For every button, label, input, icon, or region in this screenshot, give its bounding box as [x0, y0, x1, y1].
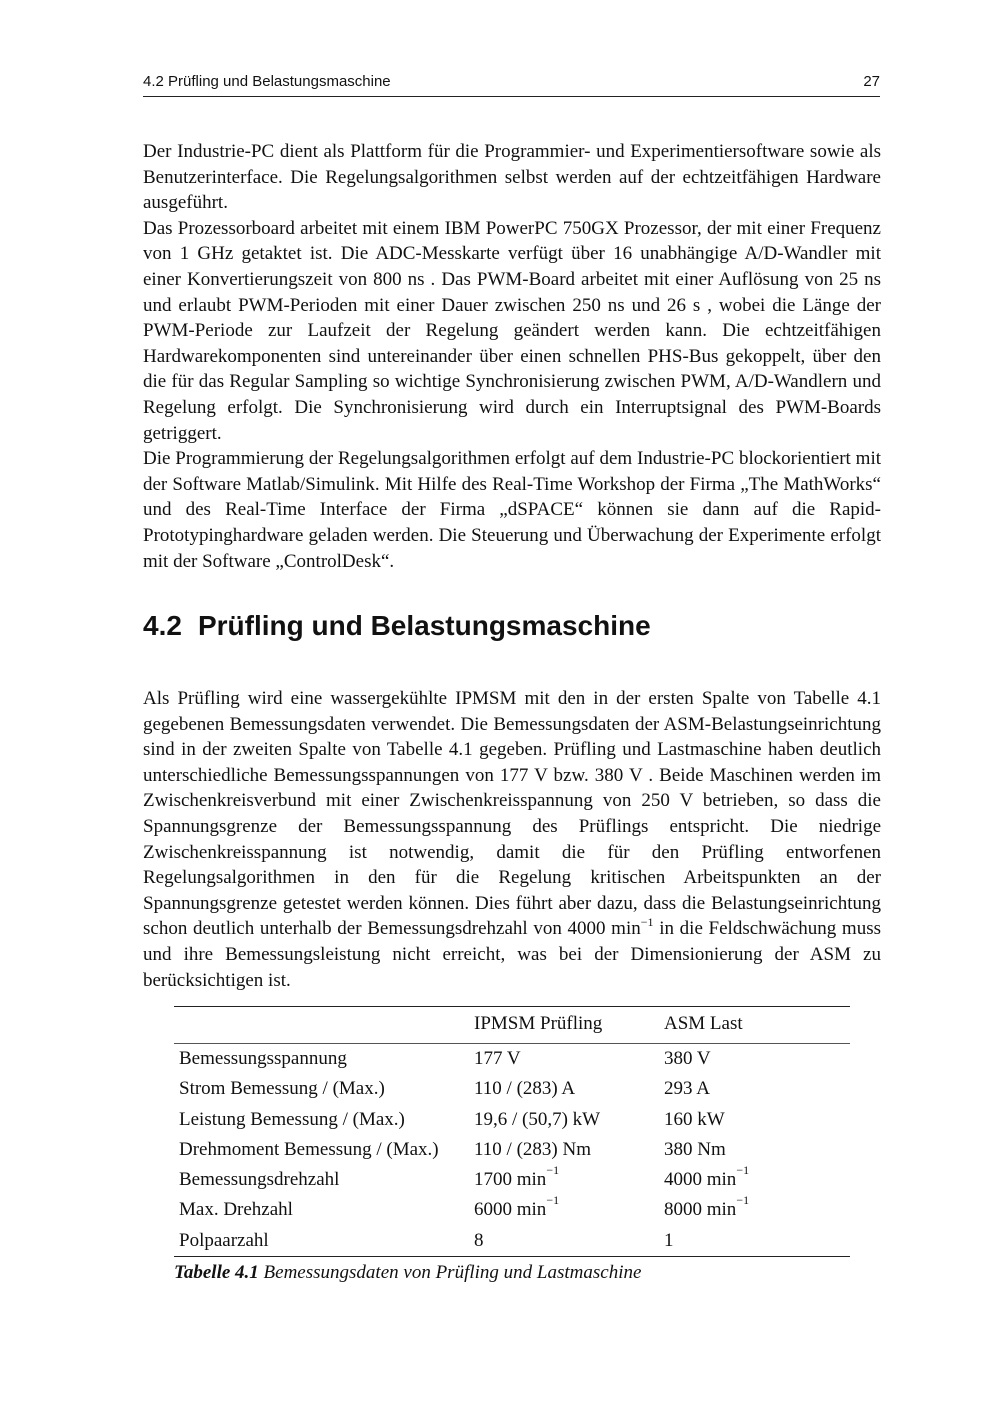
- ipmsm-value: 8: [474, 1229, 484, 1251]
- asm-value: 8000 $\min^{-1}$: [664, 1193, 750, 1221]
- table-row: [174, 1195, 850, 1225]
- running-header: [143, 70, 880, 97]
- row-label: Bemessungsdrehzahl: [179, 1169, 340, 1191]
- ipmsm-value: 19,6 / (50,7) kW: [474, 1108, 601, 1130]
- paragraph-prozessorboard: Das Prozessorboard arbeitet mit einem IBM PowerPC 750GX Prozessor, der mit einer Frequenz von 1 GHz getaktet ist. Die ADC-Messkarte verfügt über 16 unabhängige A/D-Wandler mit einer Konvertierungszeit von 800 ns . Das PWM-Board arbeitet mit einer Auflösung von 25 ns und erlaubt PWM-Perioden mit einer Dauer zwischen 250 ns und 26 s , wobei die Länge der PWM-Periode zur Laufzeit der Regelung geändert werden kann. Die echtzeitfähigen Hardwarekomponenten sind untereinander über einen schnellen PHS-Bus gekoppelt, über den die für das Regular Sampling so wichtige Synchronisierung zwischen PWM, A/D-Wandlern und Regelung erfolgt. Die Synchronisierung wird durch ein Interruptsignal des PWM-Boards getriggert.: [143, 217, 881, 444]
- ipmsm-value: 110 / (283) A: [474, 1078, 576, 1100]
- asm-value: 380 V: [664, 1048, 711, 1069]
- row-label: Max. Drehzahl: [179, 1199, 293, 1221]
- ipmsm-value: 6000 $\min^{-1}$: [474, 1193, 560, 1221]
- table-bottom-rule: [174, 1256, 850, 1257]
- paragraph-programmierung: Die Programmierung der Regelungsalgorithmen erfolgt auf dem Industrie-PC blockorientiert mit der Software Matlab/Simulink. Mit Hilfe des Real-Time Workshop der Firma „The MathWorks“ und des Real-Time Interface der Firma „dSPACE“ können sie dann auf die Rapid-Prototypinghardware geladen werden. Die Steuerung und Überwachung der Experimente erfolgt mit der Software „ControlDesk“.: [143, 448, 881, 572]
- section-number: 4.2: [143, 610, 182, 641]
- row-label: Bemessungsspannung: [179, 1048, 347, 1069]
- paragraph-industrie-pc: Der Industrie-PC dient als Plattform für die Programmier- und Experimentiersoftware sowie als Benutzerinterface. Die Regelungsalgorithmen selbst werden auf der echtzeitfähigen Hardware ausgeführt.: [143, 141, 881, 214]
- row-label: Polpaarzahl: [179, 1229, 269, 1251]
- table-row: [174, 1135, 850, 1165]
- ipmsm-value: 1700 $\min^{-1}$: [474, 1163, 560, 1191]
- table-row: [174, 1074, 850, 1104]
- rating-data-table: [174, 1006, 850, 1257]
- ipmsm-value: 177 V: [474, 1048, 521, 1069]
- unit-exponent: −1: [640, 915, 654, 930]
- header-section-title: 4.2 Prüfling und Belastungsmaschine: [143, 73, 391, 90]
- caption-label: Tabelle 4.1: [174, 1262, 259, 1283]
- caption-text: Bemessungsdaten von Prüfling und Lastmaschine: [258, 1262, 642, 1283]
- page-number: 27: [863, 73, 880, 90]
- section-heading: [143, 610, 651, 642]
- section-title: Prüfling und Belastungsmaschine: [197, 610, 651, 641]
- asm-value: 4000 $\min^{-1}$: [664, 1163, 750, 1191]
- table-row: [174, 1226, 850, 1256]
- table-row: [174, 1165, 850, 1195]
- row-label: Drehmoment Bemessung / (Max.): [179, 1138, 439, 1160]
- ipmsm-value: 110 / (283) Nm: [474, 1138, 591, 1160]
- intro-text-block: [143, 139, 881, 574]
- asm-value: 1: [664, 1229, 674, 1251]
- table-row: [174, 1105, 850, 1135]
- table-header-asm: ASM Last: [664, 1013, 743, 1034]
- table-caption: [174, 1262, 641, 1284]
- asm-value: 160 kW: [664, 1108, 725, 1130]
- asm-value: 380 Nm: [664, 1138, 726, 1160]
- row-label: Strom Bemessung / (Max.): [179, 1078, 385, 1100]
- asm-value: 293 A: [664, 1078, 710, 1100]
- paragraph-pruefling-part2: in die Feldschwächung muss und ihre Bemessungsleistung nicht erreicht, was bei der Dimensionierung der ASM zu berücksichtigen ist.: [143, 918, 881, 991]
- table-header-ipmsm: IPMSM Prüfling: [474, 1013, 603, 1034]
- section-text-block: [143, 686, 881, 993]
- table-header-row: [174, 1007, 850, 1043]
- paragraph-pruefling: [143, 686, 881, 993]
- paragraph-pruefling-part1: Als Prüfling wird eine wassergekühlte IPMSM mit den in der ersten Spalte von Tabelle 4.1 gegebenen Bemessungsdaten verwendet. Die Bemessungsdaten der ASM-Belastungseinrichtung sind in der zweiten Spalte von Tabelle 4.1 gegeben. Prüfling und Lastmaschine haben deutlich unterschiedliche Bemessungsspannungen von 177 V bzw. 380 V . Beide Maschinen werden im Zwischenkreisverbund mit einer Zwischenkreisspannung von 250 V betrieben, so dass die Spannungsgrenze der Bemessungsspannung des Prüflings entspricht. Die niedrige Zwischenkreisspannung ist notwendig, damit die für den Prüfling entworfenen Regelungsalgorithmen in den für die Regelung kritischen Arbeitspunkten an der Spannungsgrenze getestet werden können. Dies führt aber dazu, dass die Belastungseinrichtung schon deutlich unterhalb der Bemessungsdrehzahl von 4000 min: [143, 688, 881, 940]
- table-row: [174, 1044, 850, 1074]
- row-label: Leistung Bemessung / (Max.): [179, 1108, 405, 1130]
